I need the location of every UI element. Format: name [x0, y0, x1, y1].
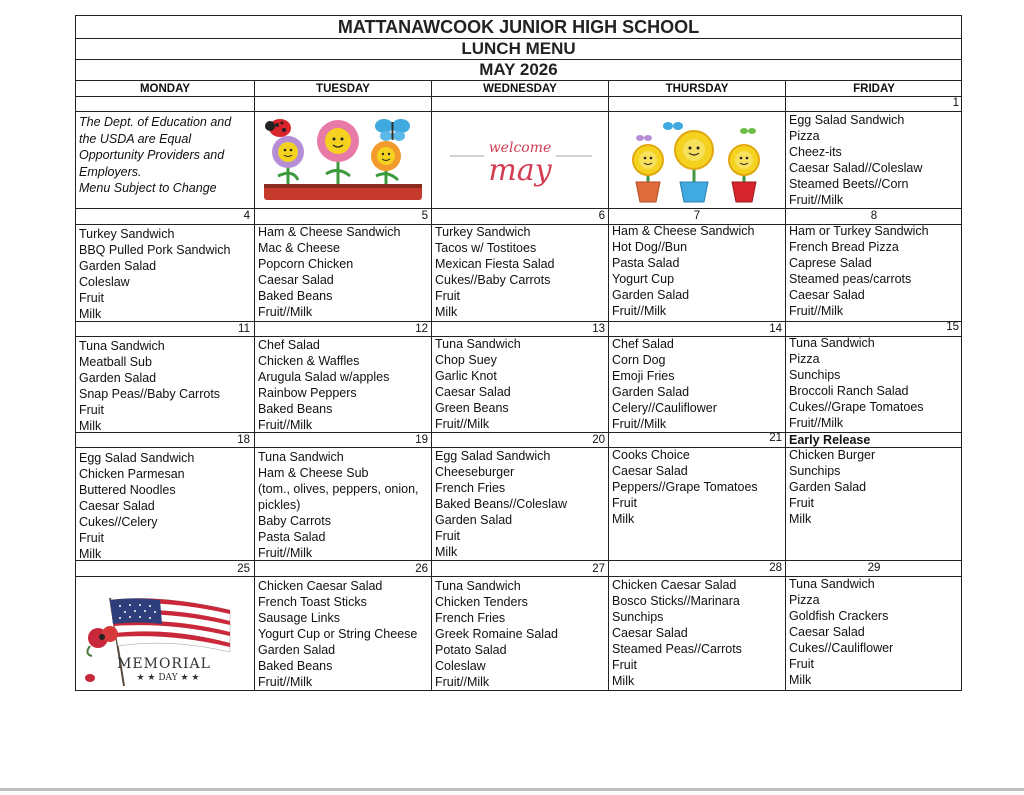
menu-item: Potato Salad [435, 643, 507, 657]
menu-item: Caesar Salad [789, 625, 865, 639]
menu-fri-22 [786, 447, 962, 527]
menu-item: Garden Salad [79, 371, 157, 385]
menu-item: Fruit//Milk [612, 304, 667, 318]
memorial-day-graphic [80, 594, 250, 688]
menu-item: Fruit [79, 531, 104, 545]
day-monday: MONDAY [139, 83, 191, 95]
menu-item: Chicken & Waffles [258, 354, 360, 368]
menu-item: Turkey Sandwich [435, 225, 531, 239]
early-release-label: Early Release [789, 433, 871, 447]
flower-icon [633, 145, 663, 182]
menu-item: Fruit//Milk [258, 675, 313, 689]
menu-item: Cukes//Cauliflower [789, 641, 894, 655]
menu-item: Fruit//Milk [612, 417, 667, 431]
menu-item: Egg Salad Sandwich [79, 451, 195, 465]
date-number: 15 [946, 321, 959, 333]
menu-item: Milk [79, 307, 102, 321]
menu-item: Chicken Tenders [435, 595, 528, 609]
menu-item: Rainbow Peppers [258, 386, 357, 400]
menu-wed-6 [432, 224, 608, 320]
menu-item: Ham & Cheese Sub [258, 466, 369, 480]
menu-wed-20 [432, 448, 608, 560]
menu-item: Garden Salad [612, 288, 690, 302]
date-number: 21 [769, 432, 782, 444]
date-number: 26 [415, 563, 428, 575]
menu-item: Baked Beans [258, 402, 333, 416]
menu-fri-8 [786, 223, 962, 319]
menu-item: Cukes//Celery [79, 515, 158, 529]
menu-item: French Fries [435, 611, 506, 625]
menu-item: Steamed Beets//Corn [789, 177, 909, 191]
day-tuesday: TUESDAY [316, 83, 370, 95]
menu-item: Chicken Burger [789, 448, 876, 462]
day-text: ★ ★ DAY ★ ★ [136, 673, 200, 683]
menu-item: Garlic Knot [435, 369, 497, 383]
date-number: 14 [769, 323, 782, 335]
menu-item: Baked Beans//Coleslaw [435, 497, 568, 511]
menu-item: Pizza [789, 129, 820, 143]
menu-item: Sunchips [612, 610, 664, 624]
flower-pots-clipart [616, 118, 778, 204]
menu-item: Arugula Salad w/apples [258, 370, 390, 384]
menu-item: (tom., olives, peppers, onion, [258, 482, 419, 496]
menu-item: Fruit//Milk [258, 305, 313, 319]
menu-item: Sunchips [789, 464, 841, 478]
divider [76, 80, 961, 81]
date-number: 19 [415, 434, 428, 446]
menu-fri-29 [786, 576, 962, 688]
menu-item: Fruit [435, 289, 460, 303]
menu-item: Caprese Salad [789, 256, 872, 270]
menu-item: Mexican Fiesta Salad [435, 257, 555, 271]
notice-line: the USDA are Equal [79, 131, 192, 146]
day-wednesday: WEDNESDAY [483, 83, 557, 95]
menu-item: Sunchips [789, 368, 841, 382]
menu-item: Corn Dog [612, 353, 666, 367]
flower-pot-icon [636, 182, 756, 202]
menu-mon-4 [76, 226, 254, 322]
menu-item: Tacos w/ Tostitoes [435, 241, 537, 255]
divider [76, 208, 961, 209]
menu-item: Buttered Noodles [79, 483, 176, 497]
menu-item: Coleslaw [435, 659, 486, 673]
menu-item: Yogurt Cup [612, 272, 675, 286]
date-number: 12 [415, 323, 428, 335]
notice-line: The Dept. of Education and [79, 115, 232, 129]
menu-item: Caesar Salad [258, 273, 334, 287]
menu-item: Garden Salad [612, 385, 690, 399]
menu-item: Tuna Sandwich [258, 450, 344, 464]
menu-item: Pasta Salad [258, 530, 326, 544]
menu-item: Caesar Salad [612, 464, 688, 478]
menu-item: Cooks Choice [612, 448, 690, 462]
menu-item: Milk [435, 305, 458, 319]
menu-item: Milk [79, 419, 102, 433]
menu-item: Cukes//Baby Carrots [435, 273, 551, 287]
month-title: MAY 2026 [479, 60, 558, 79]
menu-item: Fruit [79, 291, 104, 305]
menu-item: Tuna Sandwich [435, 337, 521, 351]
menu-item: Milk [612, 674, 635, 688]
welcome-may-graphic [436, 120, 604, 200]
menu-item: Milk [79, 547, 102, 561]
flower-icon [272, 136, 304, 186]
menu-item: Hot Dog//Bun [612, 240, 688, 254]
menu-item: Fruit [789, 496, 814, 510]
date-number: 7 [693, 210, 701, 222]
menu-wed-27 [432, 578, 608, 690]
menu-item: Pizza [789, 352, 820, 366]
menu-item: pickles) [258, 498, 301, 512]
menu-thu-28 [609, 577, 785, 689]
menu-item: Bosco Sticks//Marinara [612, 594, 740, 608]
menu-item: Ham & Cheese Sandwich [258, 225, 401, 239]
date-number: 29 [867, 562, 881, 574]
menu-item: Caesar Salad [79, 499, 155, 513]
flower-planter-clipart [258, 114, 428, 204]
menu-item: Mac & Cheese [258, 241, 340, 255]
menu-item: Peppers//Grape Tomatoes [612, 480, 758, 494]
date-number: 18 [237, 434, 250, 446]
date-number: 6 [598, 210, 605, 222]
menu-item: Chicken Caesar Salad [258, 579, 383, 593]
school-title: MATTANAWCOOK JUNIOR HIGH SCHOOL [337, 17, 700, 37]
menu-item: Caesar Salad [435, 385, 511, 399]
menu-item: Baby Carrots [258, 514, 331, 528]
menu-item: Cheez-its [789, 145, 842, 159]
divider [76, 96, 961, 97]
menu-item: Fruit//Milk [435, 417, 490, 431]
menu-item: Tuna Sandwich [789, 577, 875, 591]
menu-item: Greek Romaine Salad [435, 627, 558, 641]
ladybug-icon [265, 119, 291, 137]
menu-item: Egg Salad Sandwich [435, 449, 551, 463]
menu-item: BBQ Pulled Pork Sandwich [79, 243, 231, 257]
menu-item: Milk [612, 512, 635, 526]
menu-item: French Bread Pizza [789, 240, 899, 254]
menu-item: Fruit//Milk [789, 416, 844, 430]
menu-mon-18 [76, 450, 254, 562]
menu-item: Milk [435, 545, 458, 559]
menu-item: Garden Salad [79, 259, 157, 273]
menu-item: Chop Suey [435, 353, 497, 367]
menu-tue-19 [255, 449, 431, 561]
menu-thu-7 [609, 223, 785, 319]
menu-item: Chef Salad [258, 338, 320, 352]
menu-item: Cukes//Grape Tomatoes [789, 400, 924, 414]
menu-wed-13 [432, 336, 608, 432]
menu-item: Steamed peas/carrots [789, 272, 912, 286]
menu-item: Goldfish Crackers [789, 609, 889, 623]
usda-notice [79, 114, 251, 197]
menu-item: Sausage Links [258, 611, 341, 625]
date-number: 13 [592, 323, 605, 335]
menu-item: Fruit [79, 403, 104, 417]
menu-item: Ham or Turkey Sandwich [789, 224, 929, 238]
menu-item: Coleslaw [79, 275, 130, 289]
notice-line: Menu Subject to Change [79, 181, 217, 195]
menu-tue-5 [255, 224, 431, 320]
menu-item: Cheeseburger [435, 465, 515, 479]
menu-item: Egg Salad Sandwich [789, 113, 905, 127]
menu-item: Fruit [789, 657, 814, 671]
american-flag-icon [110, 598, 230, 652]
menu-item: Baked Beans [258, 289, 333, 303]
menu-item: Emoji Fries [612, 369, 675, 383]
menu-item: Tuna Sandwich [789, 336, 875, 350]
menu-thu-21 [609, 447, 785, 527]
menu-item: Broccoli Ranch Salad [789, 384, 909, 398]
menu-item: Meatball Sub [79, 355, 152, 369]
menu-mon-11 [76, 338, 254, 434]
butterfly-icon [375, 119, 410, 141]
day-thursday: THURSDAY [665, 83, 729, 95]
menu-item: Pizza [789, 593, 820, 607]
menu-thu-14 [609, 336, 785, 432]
menu-item: Fruit [612, 658, 637, 672]
menu-item: Popcorn Chicken [258, 257, 354, 271]
notice-line: Employers. [79, 164, 142, 179]
date-number: 5 [421, 210, 428, 222]
memorial-text: MEMORIAL [117, 656, 211, 672]
menu-item: Chicken Parmesan [79, 467, 185, 481]
menu-fri-15 [786, 335, 962, 431]
menu-item: Fruit//Milk [258, 418, 313, 432]
menu-item: Tuna Sandwich [79, 339, 165, 353]
date-number: 11 [238, 323, 250, 335]
menu-item: Tuna Sandwich [435, 579, 521, 593]
menu-item: Caesar Salad [612, 626, 688, 640]
date-number: 25 [237, 563, 250, 575]
menu-tue-26 [255, 578, 431, 690]
flower-icon [729, 145, 759, 182]
menu-item: Yogurt Cup or String Cheese [258, 627, 418, 641]
menu-item: Garden Salad [258, 643, 336, 657]
menu-item: Chicken Caesar Salad [612, 578, 737, 592]
menu-item: Caesar Salad [789, 288, 865, 302]
menu-item: Celery//Cauliflower [612, 401, 717, 415]
flower-icon [675, 131, 713, 182]
menu-item: Fruit//Milk [789, 193, 844, 207]
poppy-flower-icon [85, 626, 118, 682]
menu-tue-12 [255, 337, 431, 433]
menu-item: Pasta Salad [612, 256, 680, 270]
may-word: may [488, 153, 552, 188]
date-number: 8 [870, 210, 878, 222]
menu-item: Fruit//Milk [789, 304, 844, 318]
flower-icon [317, 120, 359, 186]
menu-item: Steamed Peas//Carrots [612, 642, 742, 656]
menu-fri-1 [786, 112, 962, 208]
menu-item: French Toast Sticks [258, 595, 367, 609]
menu-item: Chef Salad [612, 337, 674, 351]
menu-item: Ham & Cheese Sandwich [612, 224, 755, 238]
menu-item: Fruit//Milk [435, 675, 490, 689]
date-number: 27 [592, 563, 605, 575]
menu-item: Fruit//Milk [258, 546, 313, 560]
menu-title: LUNCH MENU [461, 39, 576, 58]
menu-item: Turkey Sandwich [79, 227, 175, 241]
menu-item: French Fries [435, 481, 506, 495]
menu-item: Caesar Salad//Coleslaw [789, 161, 923, 175]
day-friday: FRIDAY [853, 83, 895, 95]
menu-item: Fruit [435, 529, 460, 543]
menu-item: Garden Salad [435, 513, 513, 527]
menu-item: Milk [789, 512, 812, 526]
date-number: 28 [769, 562, 782, 574]
welcome-word: welcome [488, 140, 552, 156]
notice-line: Opportunity Providers and [79, 148, 225, 162]
scan-edge [0, 788, 1024, 791]
date-number: 20 [592, 434, 605, 446]
menu-item: Fruit [612, 496, 637, 510]
planter-box-icon [264, 184, 422, 200]
menu-item: Baked Beans [258, 659, 333, 673]
date-number: 4 [243, 210, 250, 222]
date-number: 1 [952, 97, 959, 109]
menu-item: Snap Peas//Baby Carrots [79, 387, 221, 401]
menu-item: Garden Salad [789, 480, 867, 494]
menu-item: Milk [789, 673, 812, 687]
menu-item: Green Beans [435, 401, 509, 415]
